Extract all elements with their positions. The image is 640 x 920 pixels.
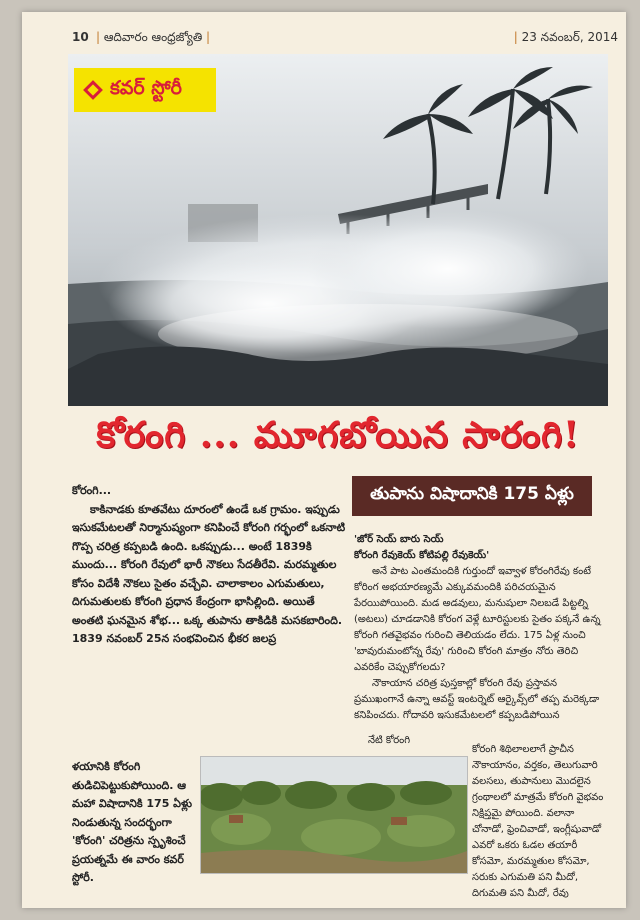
article-paragraph-2: నౌకాయాన చరిత్ర పుస్తకాల్లో కోరంగి రేవు ప్రస్తావన ప్రముఖంగానే ఉన్నా ఆవస్ట్ ఇంటర్నెట్ ఆర్కైవ్స్‌లో తప్ప మరెక్కడా కనిపించదు. గోదావరి ఇసుకమేటలలో కప్పబడిపోయిన [354,678,600,721]
diamond-icon [83,80,103,100]
headline: కోరంగి ... మూగబోయిన సారంగి! [96,414,580,456]
cover-story-tag: కవర్ స్టోరీ [74,68,216,112]
present-day-korangi-photo [200,756,468,874]
intro-paragraph-continued: ళయానికి కోరంగి తుడిచిపెట్టుకుపోయింది. ఆ మహా విషాదానికి 175 ఏళ్లు నిండుతున్న సందర్భంగా 'కోరంగి' చరిత్రను స్పృశించే ప్రయత్నమే ఈ వారం కవర్ స్టోరీ. [72,760,192,884]
folk-song-line-1: 'జోర్ సెయ్ బారు సెయ్ [354,534,444,545]
publication-name: | ఆదివారం ఆంధ్రజ్యోతి | [96,30,211,44]
intro-lead: కోరంగి... [72,484,112,497]
issue-date: | 23 నవంబర్, 2014 [513,30,618,44]
sub-headline-banner: తుపాను విషాదానికి 175 ఏళ్లు [352,476,592,516]
article-column-lower [472,742,606,902]
folk-song-line-2: కోరంగి రేవుకెయ్ కోటిపల్లి రేవుకెయ్' [354,550,490,561]
page-header [72,30,620,52]
article-paragraph-1: అనే పాట ఎంతమందికి గుర్తుందో ఇవ్వాళ కోరంగిరేవు కంటే కోరింగ అభయారణ్యమే ఎక్కువమందికి పరిచయమైన పేరయిపోయింది. మడ అడవులు, మనుషులా నిలబడే పిట్టల్ని (అటలు) చూడడానికి కోరంగ వెళ్లే టూరిస్టులకు సైతం పక్కనే ఉన్న కోరంగి గతవైభవం గురించి తెలియడం లేదు. 175 ఏళ్ల నుంచి 'బావురుమంటోన్న రేవు' గురించి కోరంగి మాత్రం నోరు తెరిచి ఎవరికేం చెప్పుకోగలదు? [354,566,601,673]
intro-column-continued [72,758,196,888]
article-paragraph-3: కోరంగి శిథిలాలలాగే ప్రాచీన నౌకాయానం, వర్తకం, తెలుగువారి వలసలు, తుపానులు మొదలైన గ్రంథాలలో మాత్రమే కోరంగి వైభవం నిక్షిప్తమై పోయింది. వలానా చోనాడో, ఫ్రెంచివాడో, ఇంగ్లీషువాడో ఎవరో ఒకరు ఓడల తయారీ కోసమో, మరమ్మతుల కోసమో, సరుకు ఎగుమతి పని మీదో, దిగుమతి పని మీదో, రేవు [472,744,604,899]
intro-column [72,482,346,649]
article-column [354,532,604,724]
photo-caption: నేటి కోరంగి [368,735,411,746]
page-number: 10 [72,30,89,44]
landscape-illustration [201,757,467,873]
newspaper-page [22,12,626,908]
intro-paragraph: కాకినాడకు కూతవేటు దూరంలో ఉండే ఒక గ్రామం. ఇప్పుడు ఇసుకమేటలతో నిర్మానుష్యంగా కనిపించే కోరంగి గర్భంలో ఒకనాటి గొప్ప చరిత్ర కప్పబడి ఉంది. ఒకప్పుడు... అంటే 1839కి ముందు... కోరంగి రేవులో భారీ నౌకలు సేదతీరేవి. మరమ్మతుల కోసం విదేశీ నౌకలు సైతం వచ్చేవి. చాలాకాలం ఎగుమతులు, దిగుమతులకు కోరంగి ప్రధాన కేంద్రంగా భాసిల్లింది. అయితే అంతటి ఘనమైన శోభ... ఒక్క తుపాను తాకిడికి మసకబారింది. 1839 నవంబర్ 25న సంభవించిన భీకర జలప్ర [72,502,346,645]
